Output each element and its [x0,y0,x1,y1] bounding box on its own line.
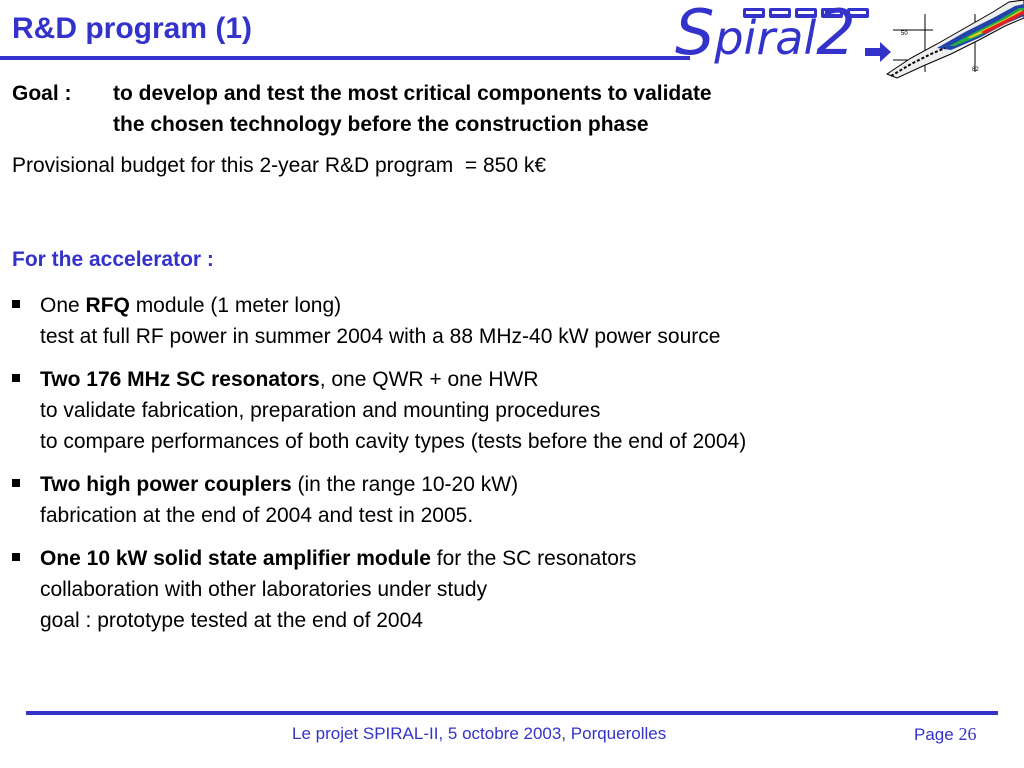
goal-label: Goal : [12,82,72,105]
chart-label-82: 82 [972,67,979,73]
bullet-item-rfq [12,290,972,352]
bullet-detail: goal : prototype tested at the end of 2004 [40,609,423,632]
bullet-detail: to compare performances of both cavity types (tests before the end of 2004) [40,430,747,453]
bullet-detail: to validate fabrication, preparation and mounting procedures [40,399,601,422]
section-heading: For the accelerator : [12,248,214,271]
bullet-heading: One RFQ module (1 meter long) [40,294,342,317]
footer-text: Le projet SPIRAL-II, 5 octobre 2003, Porquerolles [292,724,667,743]
bullet-marker [12,300,20,308]
goal-line-2: the chosen technology before the construction phase [113,113,649,136]
spiral2-logo [675,0,1024,82]
bullet-list [12,290,972,648]
bullet-item-resonators [12,364,972,457]
logo-letter-s: S [675,0,715,69]
logo-arrow [865,42,891,62]
bullet-item-couplers [12,469,972,531]
page-number [914,724,976,745]
logo-wordmark [675,0,856,69]
budget-text: Provisional budget for this 2-year R&D program = 850 k€ [12,154,547,177]
nuclide-chart-graphic [887,0,1024,78]
bullet-marker [12,479,20,487]
footer-rule [26,711,998,715]
page-number-value: 26 [958,724,977,744]
bullet-heading: Two 176 MHz SC resonators, one QWR + one HWR [40,368,539,391]
logo-digit-2: 2 [816,0,856,69]
goal-text [113,78,873,140]
bullet-detail: collaboration with other laboratories under study [40,578,488,601]
goal-block [12,78,712,136]
bullet-marker [12,553,20,561]
slide-title: R&D program (1) [12,12,253,45]
bullet-detail: fabrication at the end of 2004 and test in 2005. [40,504,474,527]
chart-label-50: 50 [901,31,908,37]
page-label: Page [914,725,959,744]
bullet-detail: test at full RF power in summer 2004 with a 88 MHz-40 kW power source [40,325,721,348]
goal-line-1: to develop and test the most critical components to validate [113,82,712,105]
logo-letters-piral: piral [714,11,817,65]
title-underline [0,56,690,60]
bullet-item-amplifier [12,543,972,636]
bullet-heading: One 10 kW solid state amplifier module for the SC resonators [40,547,637,570]
bullet-heading: Two high power couplers (in the range 10-20 kW) [40,473,519,496]
bullet-marker [12,374,20,382]
